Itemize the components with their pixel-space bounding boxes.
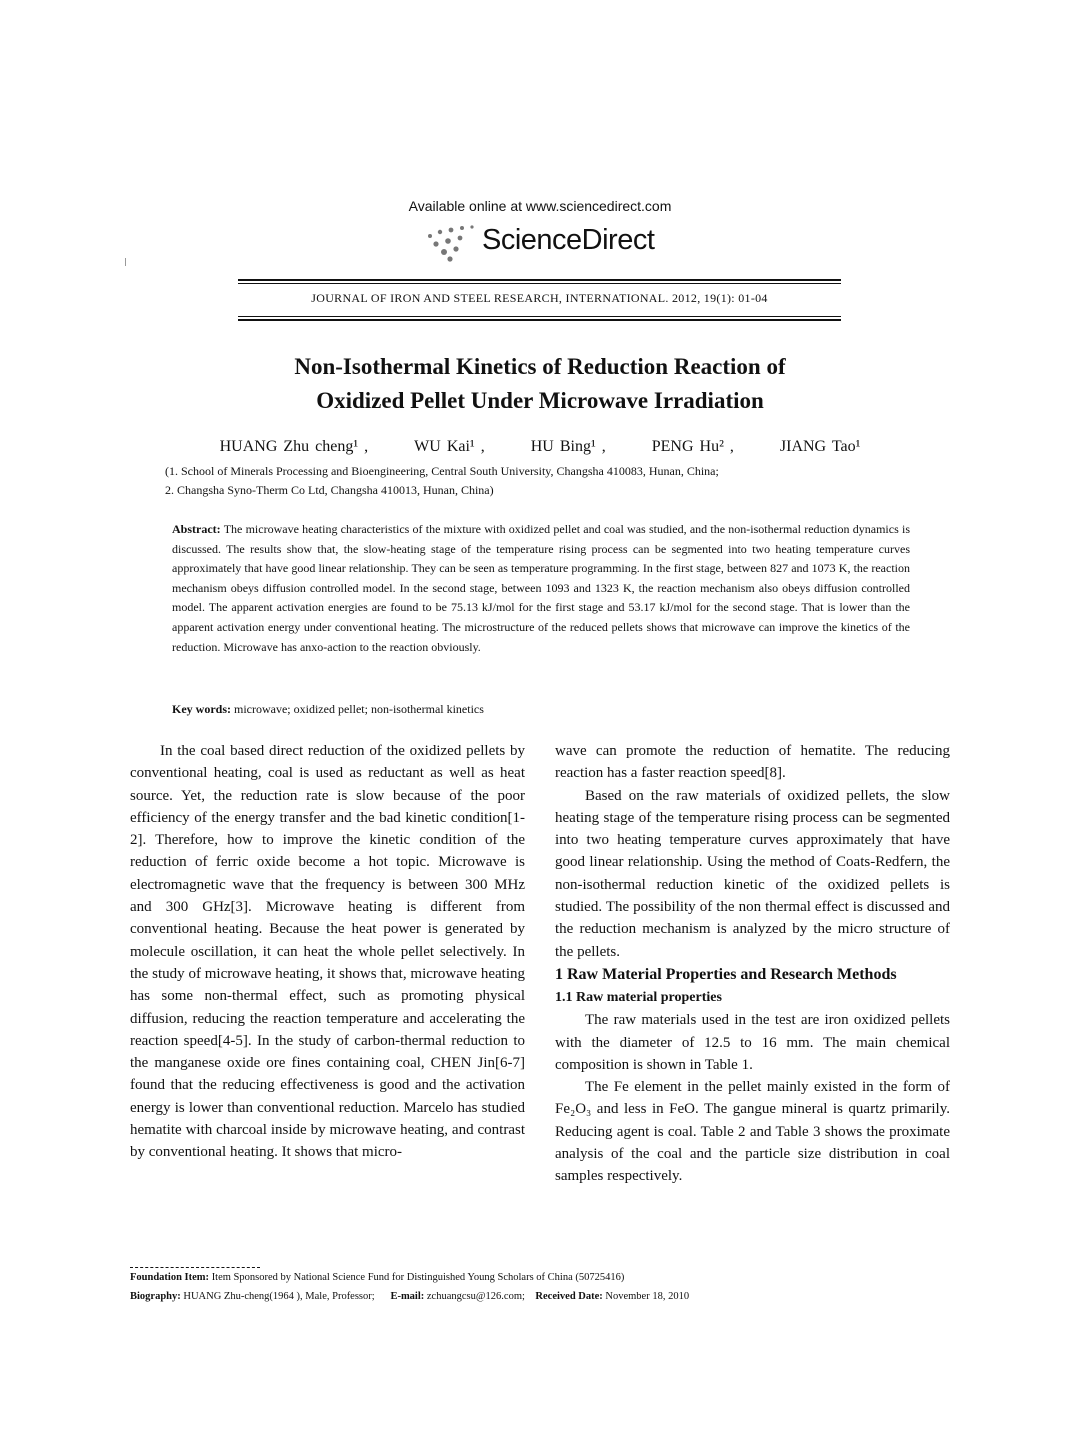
section-heading: 1 Raw Material Properties and Research Methods: [555, 965, 897, 983]
header-rule-top-thin: [238, 283, 841, 284]
sciencedirect-dots-icon: [420, 222, 480, 264]
abstract: [172, 520, 910, 657]
author: HU Bing¹ ,: [530, 438, 606, 455]
paragraph: The raw materials used in the test are iron oxidized pellets with the diameter of 12.5 to 16 mm. The main chemical composition is shown in Table 1.: [555, 1012, 950, 1073]
header-rule-top: [238, 279, 841, 281]
author: WU Kai¹ ,: [414, 438, 485, 455]
affiliation-2: 2. Changsha Syno-Therm Co Ltd, Changsha 410013, Hunan, China): [165, 483, 494, 497]
paragraph: Based on the raw materials of oxidized pellets, the slow heating stage of the temperature rising process can be segmented into two heating temperature curves approximately that have good linear relationship. Using the method of Coats-Redfern, the non-isothermal reduction kinetic of the oxidized pellets is studied. The possibility of the non thermal effect is discussed and the reduction mechanism is analyzed by the micro structure of the pellets.: [555, 787, 950, 960]
journal-citation: JOURNAL OF IRON AND STEEL RESEARCH, INTERNATIONAL. 2012, 19(1): 01-04: [311, 291, 768, 305]
author: PENG Hu² ,: [651, 438, 734, 455]
footnote-foundation: [130, 1272, 930, 1283]
abstract-label: Abstract:: [172, 522, 221, 536]
body-column-right: [555, 740, 950, 1188]
email-text: zchuangcsu@126.com;: [426, 1291, 525, 1302]
biography-text: HUANG Zhu-cheng(1964 ), Male, Professor;: [183, 1291, 375, 1302]
header-rule-bottom-thin: [238, 316, 841, 317]
paper-title: [120, 350, 960, 418]
footnote-rule: [130, 1267, 260, 1269]
title-line-1: Non-Isothermal Kinetics of Reduction Reaction of: [294, 354, 786, 379]
author-list: [120, 438, 960, 456]
keywords-label: Key words:: [172, 702, 231, 716]
logo-wordmark: ScienceDirect: [482, 224, 655, 256]
publisher-logo: [420, 222, 720, 264]
received-text: November 18, 2010: [605, 1291, 690, 1302]
paragraph: In the coal based direct reduction of the oxidized pellets by conventional heating, coal is used as reductant as well as heat source. Yet, the reduction rate is slow because of the poor efficiency of the energy transfer and the bad kinetic condition[1-2]. Therefore, how to improve the kinetic condition of the reduction of ferric oxide become a hot topic. Microwave is electromagnetic wave that the frequency is between 300 MHz and 300 GHz[3]. Microwave heating is different from conventional heating. Because the heat power is generated by molecule oscillation, it can heat the whole pellet selectively. In the study of microwave heating, it shows that, microwave heating has some non-thermal effect, such as promoting physical diffusion, reducing the reaction temperature and accelerating the reaction speed[4-5]. In the study of carbon-thermal reduction to the manganese oxide ore fines containing coal, CHEN Jin[6-7] found that the reducing effectiveness is good and the activation energy is lower than conventional reduction. Marcelo has studied hematite with charcoal inside by microwave heating, and contrast by conventional heating. It shows that micro-: [130, 743, 525, 1161]
foundation-text: Item Sponsored by National Science Fund for Distinguished Young Scholars of China (50725416): [211, 1272, 625, 1283]
abstract-text: The microwave heating characteristics of the mixture with oxidized pellet and coal was studied, and the non-isothermal reduction dynamics is discussed. The results show that, the slow-heating stage of the temperature rising process can be segmented into two heating temperature curves approximately that have good linear relationship. They can be seen as temperature programming. In the first stage, between 827 and 1073 K, the reaction mechanism obeys diffusion controlled model. In the second stage, between 1093 and 1323 K, the reaction mechanism also obeys diffusion controlled model. The apparent activation energies are found to be 75.13 kJ/mol for the first stage and 53.17 kJ/mol for the second stage. That is lower than the apparent activation energy under conventional heating. The microstructure of the reduced pellets shows that microwave can improve the kinetics of the reduction. Microwave has anxo-action to the reaction obviously.: [172, 522, 910, 654]
footnote-biography: [130, 1291, 930, 1302]
author: JIANG Tao¹: [779, 438, 861, 455]
received-label: Received Date:: [535, 1291, 603, 1302]
foundation-label: Foundation Item:: [130, 1272, 210, 1283]
keywords: [172, 702, 910, 717]
title-line-2: Oxidized Pellet Under Microwave Irradiation: [316, 388, 764, 413]
paragraph: wave can promote the reduction of hematite. The reducing reaction has a faster reaction speed[8].: [555, 743, 950, 782]
author: HUANG Zhu cheng¹ ,: [219, 438, 369, 455]
subsection-heading: 1.1 Raw material properties: [555, 989, 722, 1005]
affiliation-1: (1. School of Minerals Processing and Bioengineering, Central South University, Changsha 410083, Hunan, China;: [165, 464, 719, 478]
margin-tick: [125, 258, 126, 266]
biography-label: Biography:: [130, 1291, 181, 1302]
email-label: E-mail:: [390, 1291, 425, 1302]
paragraph: The Fe element in the pellet mainly existed in the form of Fe₂O₃ and less in FeO. The gangue mineral is quartz primarily. Reducing agent is coal. Table 2 and Table 3 shows the proximate analysis of the coal and the particle size distribution in coal samples respectively.: [555, 1079, 950, 1185]
keywords-text: microwave; oxidized pellet; non-isothermal kinetics: [234, 702, 484, 716]
availability-note: Available online at www.sciencedirect.com: [408, 198, 672, 214]
header-rule-bottom: [238, 319, 841, 321]
body-column-left: [130, 740, 525, 1164]
